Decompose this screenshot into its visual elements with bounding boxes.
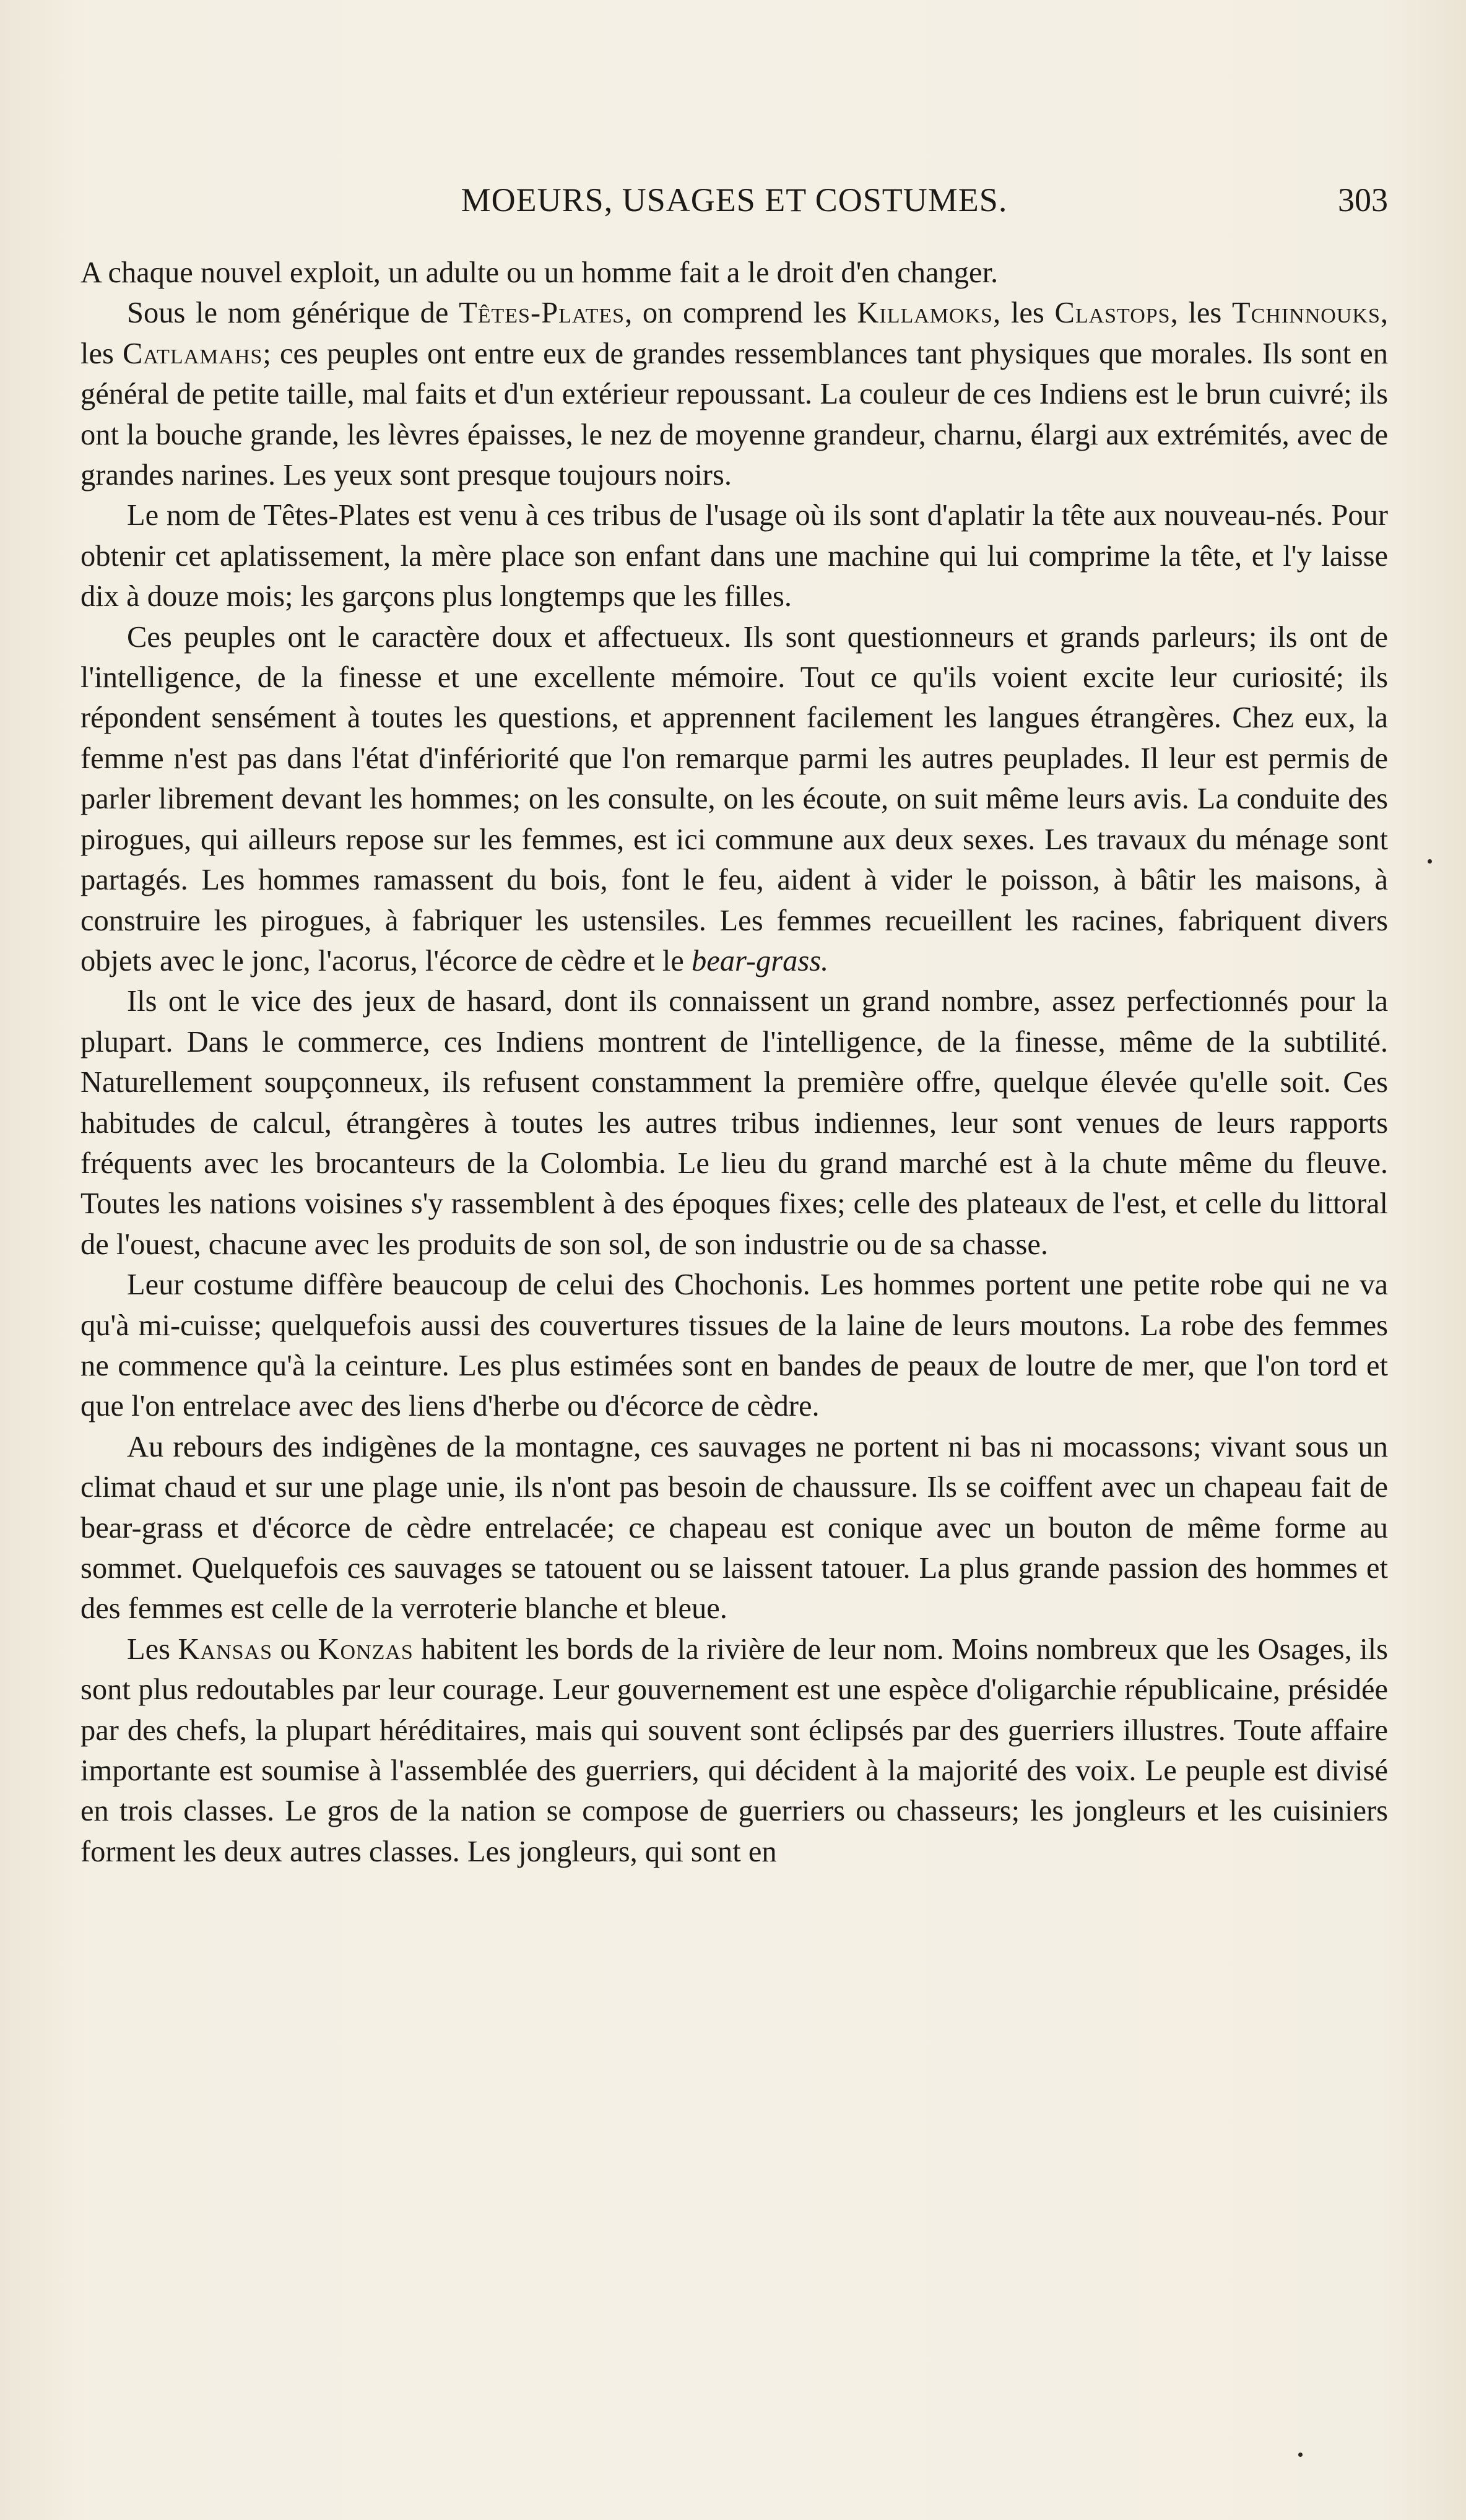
italic-term: bear-grass. [691, 944, 829, 977]
paper-speck [1428, 859, 1432, 864]
paragraph [80, 1629, 1388, 1872]
text-run: Ils ont le vice des jeux de hasard, dont ils connaissent un grand nombre, assez perfectionnés pour la plupart. Dans le commerce, ces Indiens montrent de l'intelligence, de la finesse, même de la subtilité. Naturellement soupçonneux, ils refusent constamment la première offre, quelque élevée qu'elle soit. Ces habitudes de calcul, étrangères à toutes les autres tribus indiennes, leur sont venues de leurs rapports fréquents avec les brocanteurs de la Colombia. Le lieu du grand marché est à la chute même du fleuve. Toutes les nations voisines s'y rassemblent à des époques fixes; celle des plateaux de l'est, et celle du littoral de l'ouest, chacune avec les produits de son sol, de son industrie ou de sa chasse. [80, 985, 1388, 1261]
tribe-name: Kansas [178, 1632, 273, 1666]
page-header [80, 178, 1388, 222]
paper-speck [1298, 2453, 1303, 2457]
text-run: Ces peuples ont le caractère doux et affectueux. Ils sont questionneurs et grands parleurs; ils ont de l'intelligence, de la finesse et une excellente mémoire. Tout ce qu'ils voient excite leur curiosité; ils répondent sensément à toutes les questions, et apprennent facilement les langues étrangères. Chez eux, la femme n'est pas dans l'état d'infériorité que l'on remarque parmi les autres peuplades. Il leur est permis de parler librement devant les hommes; on les consulte, on les écoute, on suit même leurs avis. La conduite des pirogues, qui ailleurs repose sur les femmes, est ici commune aux deux sexes. Les travaux du ménage sont partagés. Les hommes ramassent du bois, font le feu, aident à vider le poisson, à bâtir les maisons, à construire les pirogues, à fabriquer les ustensiles. Les femmes recueillent les racines, fabriquent divers objets avec le jonc, l'acorus, l'écorce de cèdre et le [80, 620, 1388, 977]
tribe-name: Konzas [318, 1632, 414, 1666]
text-run: Leur costume diffère beaucoup de celui des Chochonis. Les hommes portent une petite robe qui ne va qu'à mi-cuisse; quelquefois aussi des couvertures tissues de la laine de leurs moutons. La robe des femmes ne commence qu'à la ceinture. Les plus estimées sont en bandes de peaux de loutre de mer, que l'on tord et que l'on entrelace avec des liens d'herbe ou d'écorce de cèdre. [80, 1268, 1388, 1423]
tribe-name: Clastops [1054, 297, 1171, 330]
paragraph [80, 981, 1388, 1265]
running-title: MOEURS, USAGES ET COSTUMES. [461, 181, 1008, 219]
tribe-name: Killamoks [857, 297, 994, 330]
paragraph [80, 253, 1388, 293]
text-run: , les [1170, 297, 1232, 330]
text-run: A chaque nouvel exploit, un adulte ou un homme fait a le droit d'en changer. [80, 256, 999, 289]
text-run: Les [127, 1632, 178, 1666]
paragraph [80, 1427, 1388, 1629]
text-run: , les [993, 297, 1055, 330]
text-run: Au rebours des indigènes de la montagne, ces sauvages ne portent ni bas ni mocassons; vivant sous un climat chaud et sur une plage unie, ils n'ont pas besoin de chaussure. Ils se coiffent avec un chapeau fait de bear-grass et d'écorce de cèdre entrelacée; ce chapeau est conique avec un bouton de même forme au sommet. Quelquefois ces sauvages se tatouent ou se laissent tatouer. La plus grande passion des hommes et des femmes est celle de la verroterie blanche et bleue. [80, 1430, 1388, 1626]
paragraph [80, 293, 1388, 495]
paragraph [80, 495, 1388, 617]
paragraph [80, 617, 1388, 982]
text-run: , on comprend les [625, 297, 857, 330]
text-run: , les [80, 297, 1388, 370]
tribe-name: Catlamahs [122, 337, 263, 370]
tribe-name: Tchinnouks [1232, 297, 1381, 330]
page-number: 303 [1338, 181, 1388, 219]
paragraph [80, 1265, 1388, 1427]
body-text [80, 253, 1388, 1872]
text-run: ou [272, 1632, 318, 1666]
text-run: Sous le nom générique de [127, 297, 459, 330]
text-run: habitent les bords de la rivière de leur nom. Moins nombreux que les Osages, ils sont plus redoutables par leur courage. Leur gouvernement est une espèce d'oligarchie républicaine, présidée par des chefs, la plupart héréditaires, mais qui souvent sont éclipsés par des guerriers illustres. Toute affaire importante est soumise à l'assemblée des guerriers, qui décident à la majorité des voix. Le peuple est divisé en trois classes. Le gros de la nation se compose de guerriers ou chasseurs; les jongleurs et les cuisiniers forment les deux autres classes. Les jongleurs, qui sont en [80, 1632, 1389, 1868]
text-run: Le nom de Têtes-Plates est venu à ces tribus de l'usage où ils sont d'aplatir la tête aux nouveau-nés. Pour obtenir cet aplatissement, la mère place son enfant dans une machine qui lui comprime la tête, et l'y laisse dix à douze mois; les garçons plus longtemps que les filles. [80, 499, 1388, 613]
tribe-name: Têtes-Plates [459, 297, 625, 330]
text-run: ; ces peuples ont entre eux de grandes ressemblances tant physiques que morales. Ils sont en général de petite taille, mal faits et d'un extérieur repoussant. La couleur de ces Indiens est le brun cuivré; ils ont la bouche grande, les lèvres épaisses, le nez de moyenne grandeur, charnu, élargi aux extrémités, avec de grandes narines. Les yeux sont presque toujours noirs. [80, 337, 1388, 492]
